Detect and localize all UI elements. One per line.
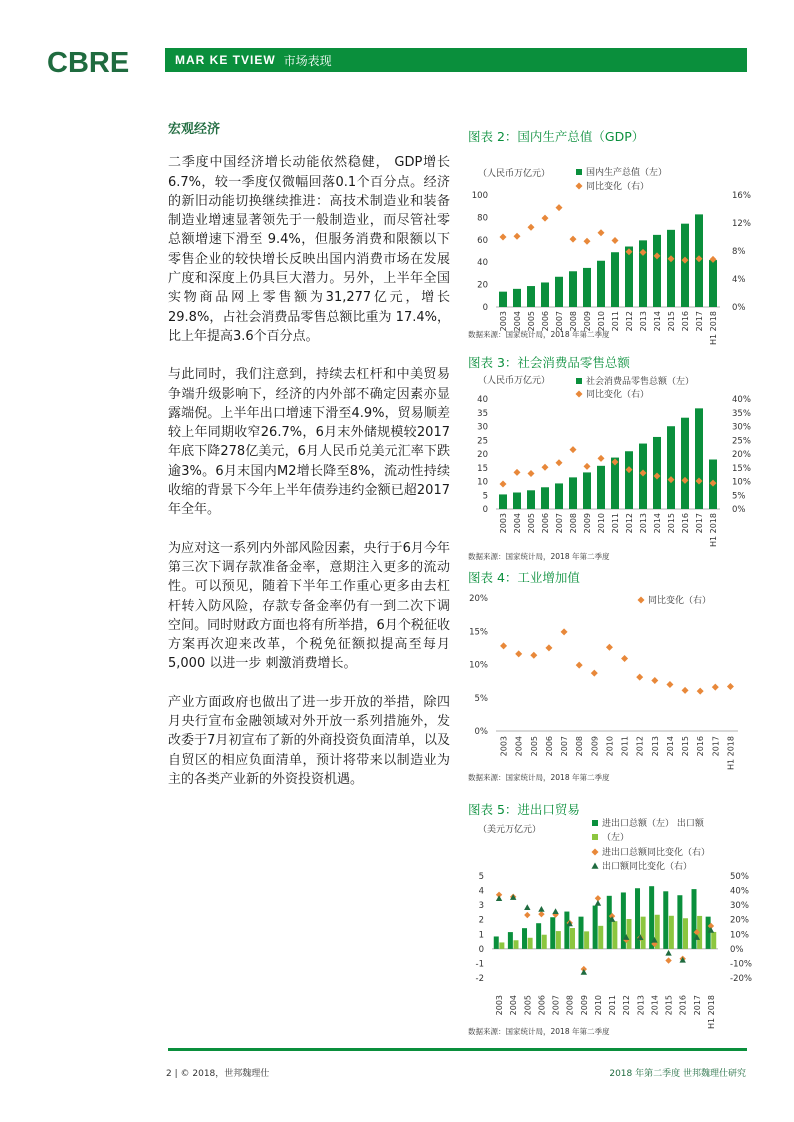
bar — [611, 252, 619, 307]
data-point — [556, 204, 563, 211]
x-tick-label: 2012 — [622, 995, 632, 1016]
data-point — [514, 233, 521, 240]
legend-swatch — [576, 183, 583, 190]
chart-title: 图表 4：工业增加值 — [468, 570, 580, 585]
y2-tick-label: 0% — [732, 303, 746, 313]
y-tick-label: 20% — [469, 594, 488, 604]
bar — [569, 271, 577, 307]
x-tick-label: 2007 — [551, 995, 561, 1016]
y-tick-label: 0 — [482, 303, 488, 313]
page-number: 2 — [166, 1069, 172, 1079]
x-tick-label: 2008 — [569, 311, 578, 332]
x-tick-label: 2003 — [495, 995, 505, 1016]
data-point — [712, 684, 719, 691]
data-point — [528, 470, 535, 477]
y2-tick-label: 12% — [732, 219, 751, 229]
bar — [494, 936, 499, 948]
y-tick-label: 25 — [477, 436, 488, 447]
bar — [499, 292, 507, 307]
legend-swatch — [576, 378, 582, 384]
chart-source: 数据来源：国家统计局，2018 年第二季度 — [468, 773, 610, 782]
data-point — [542, 215, 549, 222]
footer-left — [166, 1066, 269, 1079]
x-tick-label: 2003 — [499, 736, 509, 757]
chart-trade — [468, 800, 750, 1037]
x-tick-label: 2008 — [575, 736, 585, 757]
bar — [641, 917, 646, 949]
x-tick-label: 2013 — [639, 513, 648, 534]
y-tick-label: 10% — [469, 660, 488, 671]
x-tick-label: 2016 — [681, 311, 690, 332]
section-heading: 宏观经济 — [168, 122, 221, 137]
bar — [555, 483, 563, 509]
y2-tick-label: 30% — [732, 422, 751, 433]
x-tick-label: 2012 — [625, 311, 634, 332]
y2-tick-label: 16% — [732, 191, 751, 201]
bar — [513, 940, 518, 949]
y-tick-label: 3 — [478, 901, 484, 912]
x-tick-label: 2009 — [590, 736, 600, 757]
bar — [695, 408, 703, 509]
data-point — [570, 446, 577, 453]
data-point — [651, 677, 658, 684]
data-point — [500, 480, 507, 487]
chart-retail-svg — [468, 371, 750, 547]
x-tick-label: 2016 — [681, 513, 690, 534]
legend-label: 同比变化（右） — [586, 182, 650, 192]
bar — [556, 931, 561, 949]
data-point — [591, 670, 598, 677]
y-tick-label: 4 — [478, 886, 484, 897]
x-tick-label: 2016 — [696, 736, 706, 757]
x-tick-label: 2007 — [560, 736, 570, 757]
legend-swatch — [592, 820, 598, 826]
data-point — [576, 662, 583, 669]
bar — [579, 917, 584, 949]
x-tick-label: 2006 — [537, 995, 547, 1016]
x-tick-label: 2009 — [583, 513, 592, 534]
x-tick-label: 2007 — [555, 513, 564, 534]
y-tick-label: 1 — [478, 930, 484, 941]
data-point — [552, 908, 558, 914]
marketview-label: MAR KE TVIEW — [175, 53, 276, 67]
x-tick-label: 2004 — [513, 513, 522, 534]
bar — [513, 289, 521, 307]
chart-unit-label: （人民币万亿元） — [478, 169, 551, 179]
x-tick-label: 2013 — [636, 995, 646, 1016]
x-tick-label: 2004 — [514, 736, 524, 757]
legend-label: 出口额同比变化（右） — [602, 862, 693, 872]
bar — [508, 932, 513, 949]
chart-title: 图表 5：进出口贸易 — [468, 802, 580, 817]
x-tick-label: 2004 — [513, 311, 522, 332]
data-point — [561, 628, 568, 635]
chart-industry — [468, 568, 750, 783]
bar — [555, 277, 563, 307]
bar — [569, 477, 577, 509]
section-label: 市场表现 — [283, 53, 332, 68]
bar — [499, 942, 504, 948]
data-point — [515, 650, 522, 657]
bar — [499, 494, 507, 509]
bar — [667, 426, 675, 509]
legend-label: 同比变化（右） — [586, 390, 650, 400]
chart-title: 图表 3：社会消费品零售总额 — [468, 355, 630, 370]
data-point — [500, 642, 507, 649]
data-point — [524, 904, 530, 910]
x-tick-label: 2005 — [523, 995, 533, 1016]
cbre-logo: CBRE — [47, 47, 130, 79]
legend-label: 进出口总额同比变化（右） — [602, 848, 711, 858]
y2-tick-label: 35% — [732, 408, 751, 419]
y2-tick-label: 5% — [732, 491, 746, 502]
data-point — [524, 912, 530, 918]
x-tick-label: 2006 — [544, 736, 554, 757]
y-tick-label: 20 — [477, 450, 488, 460]
y2-tick-label: 4% — [732, 275, 746, 285]
y2-tick-label: 10% — [730, 930, 749, 941]
legend-label: 进出口总额（左） 出口额 — [602, 819, 704, 829]
y-tick-label: 0% — [474, 727, 488, 737]
data-point — [584, 238, 591, 245]
data-point — [530, 652, 537, 659]
bar — [583, 268, 591, 307]
x-tick-label: 2017 — [711, 736, 721, 757]
bar — [541, 282, 549, 307]
bar — [677, 895, 682, 949]
bar — [711, 932, 716, 949]
footer-divider — [168, 1048, 747, 1051]
paragraph: 与此同时，我们注意到，持续去杠杆和中美贸易争端升级影响下，经济的内外部不确定因素亦显露端倪。上半年出口增速下滑至4.9%，贸易顺差较上年同期收窄26.7%，6月末外储规模较2017年底下降278亿美元，6月人民币兑美元汇率下跌逾3%。6月末国内M2增长降至8%，流动性持续收缩的背景下今年上半年债券违约金额已超2017年全年。 — [168, 367, 450, 518]
data-point — [528, 224, 535, 231]
x-tick-label: 2015 — [664, 995, 674, 1016]
y2-tick-label: 15% — [732, 463, 751, 474]
y2-tick-label: 0% — [730, 944, 744, 955]
bar — [607, 896, 612, 949]
y2-tick-label: -10% — [730, 959, 752, 970]
y2-tick-label: 40% — [732, 395, 751, 405]
x-tick-label: 2004 — [509, 995, 519, 1016]
y2-tick-label: 40% — [730, 886, 749, 897]
chart-industry-svg — [468, 586, 750, 771]
legend-label: 同比变化（右） — [648, 596, 712, 606]
legend-swatch — [576, 391, 583, 398]
y-tick-label: 15% — [469, 627, 488, 638]
x-tick-label: 2005 — [529, 736, 539, 757]
x-tick-label: 2005 — [527, 513, 536, 534]
bar — [683, 918, 688, 949]
x-tick-label: 2014 — [653, 513, 662, 534]
data-point — [514, 469, 521, 476]
body-text — [168, 120, 450, 808]
data-point — [665, 950, 671, 956]
bar — [667, 230, 675, 307]
y-tick-label: 5 — [478, 872, 484, 882]
x-tick-label: 2017 — [695, 513, 704, 534]
bar — [528, 938, 533, 949]
bar — [625, 451, 633, 509]
x-tick-label: 2011 — [620, 736, 630, 757]
x-tick-label: 2014 — [650, 995, 660, 1016]
chart-source: 数据来源：国家统计局，2018 年第二季度 — [468, 552, 610, 561]
data-point — [500, 234, 507, 241]
legend-swatch — [576, 169, 582, 175]
y-tick-label: 40 — [477, 258, 488, 269]
bar — [527, 286, 535, 307]
x-tick-label: 2014 — [653, 311, 662, 332]
chart-title: 图表 2：国内生产总值（GDP） — [468, 129, 645, 144]
y2-tick-label: 10% — [732, 477, 751, 488]
x-tick-label: 2017 — [692, 995, 702, 1016]
x-tick-label: 2015 — [667, 311, 676, 332]
chart-retail — [468, 353, 750, 562]
data-point — [682, 687, 689, 694]
paragraph: 为应对这一系列内外部风险因素，央行于6月今年第三次下调存款准备金率，意期注入更多的流动性。可以预见，随着下半年工作重心更多由去杠杆转入防风险，存款专备金率仍有一到二次下调空间。同时财政方面也将有所举措，6月个税征收方案再次迎来改革，个税免征额拟提高至每月5,000 以进一步 刺激消费增长。 — [168, 540, 450, 672]
data-point — [727, 683, 734, 690]
x-tick-label: 2010 — [605, 736, 615, 757]
x-tick-label: 2005 — [527, 311, 536, 332]
y2-tick-label: -20% — [730, 974, 752, 984]
bar — [513, 493, 521, 510]
bar — [681, 224, 689, 307]
y2-tick-label: 0% — [732, 505, 746, 515]
data-point — [636, 674, 643, 681]
bar — [584, 931, 589, 948]
bar — [709, 260, 717, 307]
legend-swatch — [592, 834, 598, 840]
bar — [522, 928, 527, 949]
chart-source: 数据来源：国家统计局，2018 年第二季度 — [468, 330, 610, 339]
x-tick-label: 2011 — [608, 995, 618, 1016]
y-tick-label: 5% — [474, 693, 488, 704]
data-point — [570, 236, 577, 243]
bar — [598, 926, 603, 949]
x-tick-label: 2012 — [635, 736, 645, 757]
x-tick-label: 2010 — [597, 513, 606, 534]
data-point — [542, 464, 549, 471]
chart-source: 数据来源：国家统计局，2018 年第二季度 — [468, 1027, 610, 1036]
bar — [653, 235, 661, 307]
bar — [612, 921, 617, 949]
legend-swatch — [592, 863, 599, 869]
bar — [597, 261, 605, 307]
x-tick-label: 2016 — [678, 995, 688, 1016]
x-tick-label: 2011 — [611, 513, 620, 534]
x-tick-label: 2013 — [650, 736, 660, 757]
bar — [570, 928, 575, 949]
y2-tick-label: 50% — [730, 872, 749, 882]
bar — [542, 935, 547, 949]
y-tick-label: 40 — [477, 395, 488, 405]
bar — [663, 891, 668, 949]
x-tick-label: 2010 — [593, 995, 603, 1016]
x-tick-label: H1 2018 — [709, 311, 718, 346]
copyright: | © 2018，世邦魏理仕 — [174, 1069, 270, 1079]
bar — [669, 916, 674, 949]
y-tick-label: 60 — [477, 235, 488, 246]
data-point — [666, 681, 673, 688]
bar — [541, 487, 549, 509]
y2-tick-label: 25% — [732, 436, 751, 447]
bar — [625, 247, 633, 307]
bar — [626, 919, 631, 949]
x-tick-label: 2014 — [665, 736, 675, 757]
legend-label: （左） — [602, 833, 630, 843]
data-point — [538, 906, 544, 912]
y-tick-label: 5 — [482, 491, 488, 502]
data-point — [697, 688, 704, 695]
header-bar — [165, 48, 747, 72]
paragraph: 产业方面政府也做出了进一步开放的举措，除四月央行宣布金融领域对外开放一系列措施外，发改委于7月初宣布了新的外商投资负面清单，以及自贸区的相应负面清单，预计将带来以制造业为主的各类产业新的外资投资机遇。 — [168, 694, 450, 787]
y-tick-label: 15 — [477, 463, 488, 474]
data-point — [538, 911, 544, 917]
x-tick-label: 2017 — [695, 311, 704, 332]
chart-unit-label: （人民币万亿元） — [478, 376, 551, 386]
x-tick-label: 2013 — [639, 311, 648, 332]
y-tick-label: 80 — [477, 213, 488, 224]
x-tick-label: 2009 — [583, 311, 592, 332]
data-point — [606, 644, 613, 651]
legend-swatch — [592, 849, 599, 856]
data-point — [584, 463, 591, 470]
y-tick-label: 0 — [478, 944, 484, 955]
data-point — [595, 900, 601, 906]
bar — [583, 472, 591, 509]
data-point — [612, 237, 619, 244]
y2-tick-label: 20% — [732, 450, 751, 460]
x-tick-label: 2012 — [625, 513, 634, 534]
y-tick-label: 35 — [477, 408, 488, 419]
legend-label: 社会消费品零售总额（左） — [586, 377, 695, 387]
footer-report: 2018 年第二季度 世邦魏理仕研究 — [609, 1069, 746, 1079]
x-tick-label: H1 2018 — [709, 513, 718, 548]
legend-label: 国内生产总值（左） — [586, 168, 668, 178]
x-tick-label: 2009 — [579, 995, 589, 1016]
y-tick-label: 30 — [477, 422, 488, 433]
chart-trade-svg — [468, 818, 752, 1030]
bar — [527, 490, 535, 509]
x-tick-label: 2003 — [499, 311, 508, 332]
x-tick-label: 2008 — [569, 513, 578, 534]
data-point — [556, 459, 563, 466]
x-tick-label: H1 2018 — [726, 736, 736, 771]
data-point — [545, 644, 552, 651]
bar — [564, 912, 569, 949]
data-point — [679, 957, 685, 963]
y2-tick-label: 30% — [730, 901, 749, 912]
x-tick-label: 2015 — [667, 513, 676, 534]
legend-swatch — [638, 597, 645, 604]
x-tick-label: 2003 — [499, 513, 508, 534]
bar — [593, 906, 598, 949]
bar — [681, 418, 689, 509]
y2-tick-label: 8% — [732, 247, 746, 257]
y-tick-label: -2 — [475, 974, 484, 984]
x-tick-label: 2006 — [541, 513, 550, 534]
x-tick-label: 2008 — [565, 995, 575, 1016]
x-tick-label: 2015 — [681, 736, 691, 757]
y-tick-label: 20 — [477, 280, 488, 291]
y2-tick-label: 20% — [730, 915, 749, 926]
bar — [550, 917, 555, 949]
y-tick-label: 2 — [478, 915, 484, 926]
x-tick-label: 2010 — [597, 311, 606, 332]
data-point — [621, 655, 628, 662]
x-tick-label: 2011 — [611, 311, 620, 332]
data-point — [665, 957, 671, 963]
paragraph: 二季度中国经济增长动能依然稳健， GDP增长6.7%，较一季度仅微幅回落0.1个百分点。经济的新旧动能切换继续推进：高技术制造业和装备制造业增速显著领先于一般制造业，而尽管社零总额增速下滑至 9.4%，但服务消费和限额以下零售企业的较快增长反映出国内消费市场在发展广度和深度上仍具巨大潜力。另外，上半年全国实物商品网上零售额为31,277亿元，增长29.8%，占社会消费品零售总额比重为 17.4%，比上年提高3.6个百分点。 — [168, 155, 450, 344]
y-tick-label: 0 — [482, 505, 488, 515]
data-point — [598, 455, 605, 462]
x-tick-label: 2007 — [555, 311, 564, 332]
data-point — [598, 229, 605, 236]
x-tick-label: 2006 — [541, 311, 550, 332]
y-tick-label: 100 — [471, 191, 488, 201]
y-tick-label: -1 — [475, 959, 484, 970]
x-tick-label: H1 2018 — [706, 995, 716, 1030]
data-point — [496, 895, 502, 901]
chart-gdp — [468, 127, 751, 346]
bar — [536, 923, 541, 949]
y-tick-label: 10 — [477, 477, 488, 488]
bar — [597, 466, 605, 509]
chart-unit-label: （美元万亿元） — [478, 825, 542, 835]
